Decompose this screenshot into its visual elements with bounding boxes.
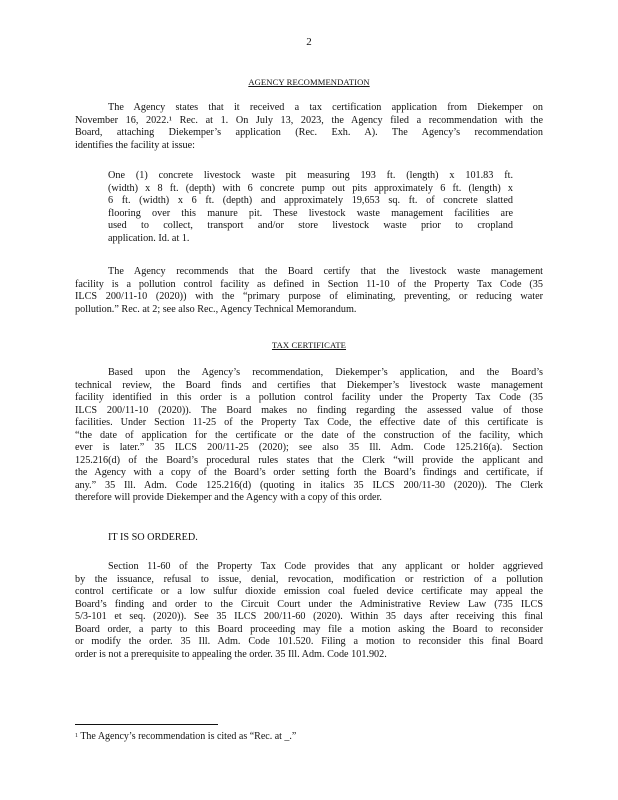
- text-line: Board’s finding and order to the Circuit Court under the Administrative Review Law (735 ILCS: [75, 598, 543, 610]
- text-line: ILCS 200/11-10 (2020)) with the “primary purpose of eliminating, preventing, or reducing water: [75, 291, 543, 302]
- text-line: Board, attaching Diekemper’s application (Rec. Exh. A). The Agency’s recommendation: [75, 127, 543, 138]
- text-line: ILCS 200/11-10 (2020)). The Board makes no finding regarding the assessed value of those: [75, 404, 543, 416]
- text-line: (width) x 8 ft. (depth) with 6 concrete pump out pits approximately 6 ft. (length) x: [108, 182, 513, 194]
- block-quote-facility: [108, 170, 513, 245]
- text-line: 6 ft. (width) x 6 ft. (depth) and approximately 19,653 sq. ft. of concrete slatted: [108, 195, 513, 206]
- footnote: [75, 731, 475, 744]
- text-line: November 16, 2022.¹ Rec. at 1. On July 13, 2023, the Agency filed a recommendation with the: [75, 114, 543, 126]
- text-line: or modify the order. 35 Ill. Adm. Code 101.520. Filing a motion to reconsider this final Board: [75, 636, 543, 647]
- page-number: 2: [306, 36, 312, 48]
- text-line: pollution.” Rec. at 2; see also Rec., Agency Technical Memorandum.: [75, 303, 357, 315]
- text-line: One (1) concrete livestock waste pit measuring 193 ft. (length) x 101.83 ft.: [108, 170, 513, 181]
- text-line: order is not a prerequisite to appealing the order. 35 Ill. Adm. Code 101.902.: [75, 648, 387, 660]
- text-line: any.” 35 Ill. Adm. Code 125.216(d) (quoting in italics 35 ILCS 200/11-30 (2020)). The Clerk: [75, 479, 543, 491]
- text-line: ever is later.” 35 ILCS 200/11-25 (2020); see also 35 Ill. Adm. Code 125.216(a). Section: [75, 442, 543, 453]
- text-line: 5/3-101 et seq. (2020)). See 35 ILCS 200/11-60 (2020). Within 35 days after receiving this final: [75, 611, 543, 622]
- text-line: Based upon the Agency’s recommendation, Diekemper’s application, and the Board’s: [108, 367, 543, 378]
- text-line: used to collect, transport and/or store livestock waste prior to cropland: [108, 220, 513, 231]
- paragraph-board-finds: [75, 367, 543, 505]
- paragraph-agency-received: [75, 102, 543, 152]
- text-line: therefore will provide Diekemper and the Agency with a copy of this order.: [75, 492, 382, 503]
- text-line: application. Id. at 1.: [108, 232, 190, 244]
- text-line: facility is a pollution control facility as defined in Section 11-10 of the Property Tax Code (35: [75, 278, 543, 290]
- heading-tax-certificate: TAX CERTIFICATE: [271, 340, 347, 350]
- footnote-marker: 1: [75, 733, 78, 739]
- text-line: facility identified in this order is a pollution control facility under the Property Tax Code (35: [75, 392, 543, 403]
- text-line: control certificate or a low sulfur dioxide emission coal fueled device certificate may appeal the: [75, 586, 543, 597]
- text-line: the Agency with a copy of the Board’s order setting forth the Board’s findings and certificate, if: [75, 467, 543, 478]
- paragraph-agency-recommends: [75, 266, 543, 316]
- so-ordered: IT IS SO ORDERED.: [108, 532, 198, 543]
- text-line: technical review, the Board finds and certifies that Diekemper’s livestock waste management: [75, 379, 543, 391]
- footnote-divider: [75, 724, 218, 725]
- text-line: 125.216(d) of the Board’s procedural rules states that the Clerk “will provide the applicant and: [75, 454, 543, 466]
- text-line: identifies the facility at issue:: [75, 139, 195, 151]
- footnote-text: The Agency’s recommendation is cited as “Rec. at _.”: [80, 731, 297, 742]
- text-line: The Agency states that it received a tax certification application from Diekemper on: [108, 102, 543, 113]
- text-line: Board order, a party to this Board proceeding may file a motion asking the Board to reconsider: [75, 623, 543, 635]
- text-line: facilities. Under Section 11-25 of the Property Tax Code, the effective date of this certificate is: [75, 417, 543, 428]
- paragraph-appeal-rights: [75, 561, 543, 661]
- heading-agency-recommendation: AGENCY RECOMMENDATION: [248, 77, 370, 87]
- text-line: flooring over this manure pit. These livestock waste management facilities are: [108, 207, 513, 219]
- text-line: The Agency recommends that the Board certify that the livestock waste management: [108, 266, 543, 277]
- text-line: by the issuance, refusal to issue, denial, revocation, modification or restriction of a pollution: [75, 573, 543, 585]
- text-line: Section 11-60 of the Property Tax Code provides that any applicant or holder aggrieved: [108, 561, 543, 572]
- text-line: “the date of application for the certificate or the date of the construction of the facility, which: [75, 429, 543, 441]
